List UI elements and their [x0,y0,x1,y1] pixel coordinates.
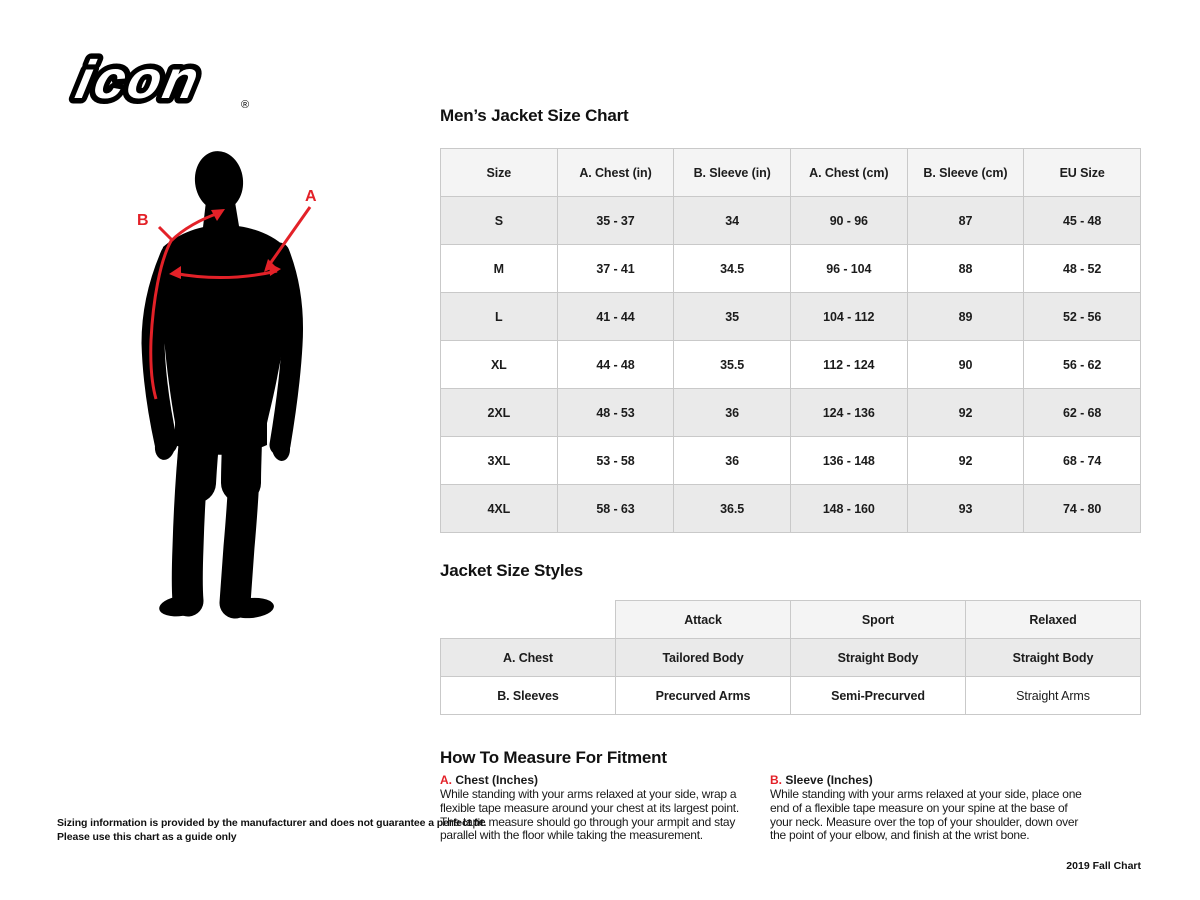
size-cell: 136 - 148 [790,437,907,485]
jacket-size-styles-table [440,600,1141,715]
size-cell: 36.5 [674,485,791,533]
size-cell: 58 - 63 [557,485,674,533]
size-chart-title: Men’s Jacket Size Chart [440,106,629,125]
col-chest-cm: A. Chest (cm) [790,149,907,197]
size-cell: 41 - 44 [557,293,674,341]
col-attack: Attack [616,601,791,639]
disclaimer-line-2: Please use this chart as a guide only [57,831,237,843]
table-row-l [441,293,1141,341]
size-cell: XL [441,341,558,389]
table-row-2xl [441,389,1141,437]
letter-b: B. [770,773,782,787]
size-cell: 36 [674,389,791,437]
size-cell: 88 [907,245,1024,293]
col-sleeve-in: B. Sleeve (in) [674,149,791,197]
size-cell: 48 - 52 [1024,245,1141,293]
measure-subhead-sleeve [770,773,1088,787]
style-cell: Semi-Precurved [791,677,966,715]
table-row-s [441,197,1141,245]
col-relaxed: Relaxed [966,601,1141,639]
size-cell: 56 - 62 [1024,341,1141,389]
styles-row-sleeves [441,677,1141,715]
size-cell: 87 [907,197,1024,245]
measure-label-chest: Chest (Inches) [455,773,539,787]
measure-instructions [440,773,1088,843]
measure-body-sleeve: While standing with your arms relaxed at your side, place one end of a flexible tape measure on your spine at the base of your neck. Measure over the top of your shoulder, down over the point of your elbow, and finish at the wrist bone. [770,787,1082,843]
col-sleeve-cm: B. Sleeve (cm) [907,149,1024,197]
col-chest-in: A. Chest (in) [557,149,674,197]
size-cell: 35 - 37 [557,197,674,245]
size-cell: 34 [674,197,791,245]
letter-a: A. [440,773,452,787]
size-cell: 34.5 [674,245,791,293]
body-silhouette [161,148,287,454]
disclaimer-line-1: Sizing information is provided by the manufacturer and does not guarantee a perfect fit. [57,817,487,829]
table-row-xl [441,341,1141,389]
size-cell: 124 - 136 [790,389,907,437]
col-size: Size [441,149,558,197]
style-cell: Straight Body [791,639,966,677]
size-cell: 2XL [441,389,558,437]
measure-section-title: How To Measure For Fitment [440,748,667,767]
size-cell: 44 - 48 [557,341,674,389]
size-cell: 92 [907,437,1024,485]
mens-jacket-size-table [440,148,1141,533]
table-row-3xl [441,437,1141,485]
size-cell: 36 [674,437,791,485]
chart-version-label: 2019 Fall Chart [1066,860,1141,872]
male-silhouette-figure [115,145,345,645]
size-cell: 53 - 58 [557,437,674,485]
disclaimer-text [57,816,486,844]
style-cell: Tailored Body [616,639,791,677]
size-cell: 4XL [441,485,558,533]
size-cell: 104 - 112 [790,293,907,341]
size-table-header-row [441,149,1141,197]
size-cell: 37 - 41 [557,245,674,293]
table-row-m [441,245,1141,293]
styles-header-row [441,601,1141,639]
icon-logo-graphic [55,44,260,116]
size-cell: 90 - 96 [790,197,907,245]
size-cell: 68 - 74 [1024,437,1141,485]
icon-logo [55,44,260,121]
style-cell: Straight Arms [966,677,1141,715]
size-cell: S [441,197,558,245]
col-sport: Sport [791,601,966,639]
style-cell: Precurved Arms [616,677,791,715]
col-eu-size: EU Size [1024,149,1141,197]
size-cell: 96 - 104 [790,245,907,293]
size-cell: L [441,293,558,341]
styles-row-chest [441,639,1141,677]
size-cell: 52 - 56 [1024,293,1141,341]
blank-cell [441,601,616,639]
styles-section-title: Jacket Size Styles [440,561,583,580]
row-label: B. Sleeves [441,677,616,715]
size-cell: 3XL [441,437,558,485]
size-cell: 90 [907,341,1024,389]
size-cell: 89 [907,293,1024,341]
size-cell: 112 - 124 [790,341,907,389]
size-cell: 62 - 68 [1024,389,1141,437]
icon-logo-text: icon [70,49,207,110]
size-cell: 35.5 [674,341,791,389]
size-cell: 148 - 160 [790,485,907,533]
measure-subhead-chest [440,773,744,787]
figure-label-b: B [137,212,149,229]
registered-mark: ® [241,99,250,111]
size-cell: 92 [907,389,1024,437]
silhouette-graphic [115,145,345,640]
measure-label-sleeve: Sleeve (Inches) [785,773,873,787]
size-cell: 45 - 48 [1024,197,1141,245]
measure-item-sleeve [770,773,1088,843]
measure-body-chest: While standing with your arms relaxed at your side, wrap a flexible tape measure around your chest at its largest point. The tape measure should go through your armpit and stay parallel with the floor while taking the measurement. [440,787,739,843]
style-cell: Straight Body [966,639,1141,677]
figure-label-a: A [305,188,317,205]
label-b-connector [159,227,172,240]
size-cell: 35 [674,293,791,341]
size-cell: 74 - 80 [1024,485,1141,533]
row-label: A. Chest [441,639,616,677]
table-row-4xl [441,485,1141,533]
size-cell: M [441,245,558,293]
size-cell: 48 - 53 [557,389,674,437]
size-cell: 93 [907,485,1024,533]
